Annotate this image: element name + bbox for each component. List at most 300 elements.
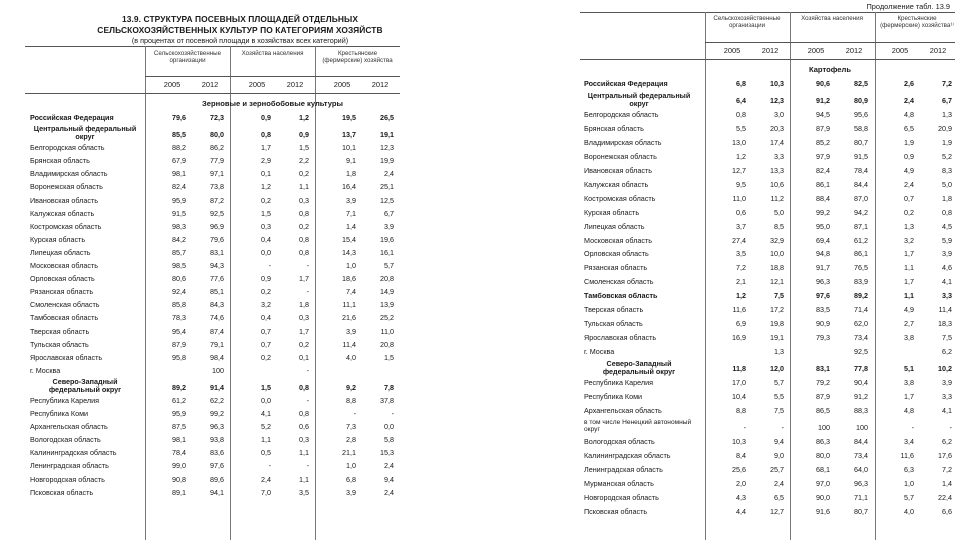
value-cell: 12,3 <box>770 96 784 106</box>
value-cell: 3,3 <box>942 291 952 301</box>
value-cell: 4,8 <box>904 110 914 120</box>
value-cell: 20,3 <box>770 124 784 134</box>
value-cell: 9,4 <box>774 437 784 447</box>
value-cell: 87,1 <box>854 221 868 231</box>
value-cell: 80,6 <box>172 274 186 284</box>
table-row <box>480 390 960 404</box>
value-cell: 80,0 <box>816 451 830 461</box>
value-cell: 80,7 <box>854 138 868 148</box>
region-name: Архангельская область <box>584 405 662 415</box>
value-cell: 1,5 <box>384 352 394 362</box>
value-cell: 1,8 <box>346 169 356 179</box>
value-cell: 0,2 <box>299 339 309 349</box>
table-row <box>0 111 480 124</box>
value-cell: 1,4 <box>346 221 356 231</box>
header-households: Хозяйства населения <box>241 50 304 57</box>
value-cell: 79,6 <box>210 234 224 244</box>
value-cell: 100 <box>856 423 868 433</box>
value-cell: 87,0 <box>854 193 868 203</box>
value-cell: 92,5 <box>210 208 224 218</box>
value-cell: 94,2 <box>854 207 868 217</box>
value-cell: - <box>306 365 309 375</box>
value-cell: 91,2 <box>816 96 830 106</box>
value-cell: 95,9 <box>172 409 186 418</box>
value-cell: 0,4 <box>261 313 271 323</box>
value-cell: 83,1 <box>210 247 224 257</box>
region-name: Ивановская область <box>30 195 98 205</box>
value-cell: 95,0 <box>816 221 830 231</box>
value-cell: 0,2 <box>261 287 271 297</box>
value-cell: 19,8 <box>770 318 784 328</box>
value-cell: 22,4 <box>938 492 952 502</box>
value-cell: 26,5 <box>380 113 394 122</box>
value-cell: 74,6 <box>210 313 224 323</box>
table-row <box>0 394 480 407</box>
value-cell: 4,0 <box>346 352 356 362</box>
value-cell: 97,6 <box>210 461 224 471</box>
value-cell: 1,7 <box>904 277 914 287</box>
region-name: Псковская область <box>584 506 648 516</box>
value-cell: 91,7 <box>816 263 830 273</box>
table-row <box>480 376 960 390</box>
value-cell: 62,2 <box>210 395 224 405</box>
value-cell: 11,4 <box>342 339 356 349</box>
value-cell: 25,7 <box>770 465 784 475</box>
value-cell: 89,6 <box>210 474 224 484</box>
value-cell: 11,0 <box>732 193 746 203</box>
value-cell: 1,1 <box>299 474 309 484</box>
year-header: 2005 <box>333 80 351 89</box>
value-cell: 3,9 <box>942 249 952 259</box>
value-cell: 95,4 <box>172 326 186 336</box>
value-cell: 4,1 <box>942 405 952 415</box>
value-cell: 0,3 <box>299 195 309 205</box>
value-cell: 5,8 <box>384 435 394 445</box>
value-cell: 77,8 <box>854 364 868 374</box>
value-cell: 6,5 <box>774 492 784 502</box>
value-cell: 12,3 <box>380 143 394 153</box>
value-cell: 91,2 <box>854 392 868 401</box>
value-cell: 97,6 <box>816 291 830 301</box>
table-row <box>0 207 480 220</box>
value-cell: 68,1 <box>816 465 830 475</box>
value-cell: 89,2 <box>854 291 868 301</box>
value-cell: 91,5 <box>854 152 868 162</box>
value-cell: 0,9 <box>299 129 309 139</box>
table-row <box>0 154 480 167</box>
value-cell: 3,4 <box>904 437 914 447</box>
table-title: 13.9. СТРУКТУРА ПОСЕВНЫХ ПЛОЩАДЕЙ ОТДЕЛЬНЫХ СЕЛЬСКОХОЗЯЙСТВЕННЫХ КУЛЬТУР ПО КАТЕГОРИЯМ ХОЗЯЙСТВ <box>97 14 383 35</box>
value-cell: 0,9 <box>261 113 271 122</box>
table-row <box>480 317 960 331</box>
value-cell: 69,4 <box>816 235 830 245</box>
value-cell: 25,2 <box>380 313 394 323</box>
value-cell: 5,0 <box>942 179 952 189</box>
value-cell: 9,5 <box>736 179 746 189</box>
table-row <box>480 345 960 359</box>
table-row <box>480 150 960 164</box>
region-name: Ивановская область <box>584 166 652 175</box>
region-name: Брянская область <box>584 124 644 134</box>
region-name: Рязанская область <box>30 287 94 297</box>
table-row <box>0 259 480 272</box>
value-cell: - <box>743 423 746 433</box>
value-cell: 7,5 <box>774 405 784 415</box>
value-cell: 1,1 <box>299 448 309 458</box>
value-cell: 0,8 <box>299 409 309 418</box>
value-cell: 0,9 <box>904 152 914 162</box>
header-bottom-rule <box>580 59 955 60</box>
region-name: Псковская область <box>30 487 94 497</box>
value-cell: 6,2 <box>942 346 952 356</box>
table-row <box>480 435 960 449</box>
year-header: 2005 <box>163 80 181 89</box>
value-cell: 14,3 <box>342 247 356 257</box>
value-cell: 1,0 <box>346 261 356 270</box>
value-cell: 1,4 <box>942 479 952 488</box>
value-cell: 94,8 <box>816 249 830 259</box>
value-cell: 0,8 <box>299 382 309 392</box>
table-row <box>0 377 480 394</box>
year-header: 2012 <box>845 46 863 55</box>
value-cell: 10,3 <box>770 79 784 88</box>
value-cell: 4,1 <box>942 277 952 287</box>
region-name: Архангельская область <box>30 422 108 432</box>
value-cell: 82,4 <box>816 166 830 175</box>
value-cell: 91,5 <box>172 208 186 218</box>
table-row <box>480 505 960 519</box>
value-cell: 97,0 <box>816 479 830 488</box>
value-cell: 6,3 <box>904 465 914 475</box>
table-row <box>480 418 960 436</box>
value-cell: 1,1 <box>904 291 914 301</box>
table-row <box>480 449 960 463</box>
region-name: Рязанская область <box>584 263 648 273</box>
value-cell: 61,2 <box>172 395 186 405</box>
value-cell: 13,7 <box>342 129 356 139</box>
value-cell: 21,1 <box>342 448 356 458</box>
value-cell: 83,1 <box>816 364 830 374</box>
value-cell: 62,0 <box>854 318 868 328</box>
region-name: Новгородская область <box>584 492 659 502</box>
value-cell: - <box>306 395 309 405</box>
table-row <box>0 325 480 338</box>
table-row <box>480 77 960 91</box>
region-name: в том числе Ненецкий автономный округ <box>584 418 692 433</box>
value-cell: 25,6 <box>732 465 746 475</box>
value-cell: 18,3 <box>938 318 952 328</box>
value-cell: 19,5 <box>342 113 356 122</box>
value-cell: 13,9 <box>380 300 394 310</box>
value-cell: 0,6 <box>299 422 309 432</box>
value-cell: 21,6 <box>342 313 356 323</box>
year-header: 2012 <box>201 80 219 89</box>
value-cell: 1,7 <box>904 392 914 401</box>
value-cell: 2,0 <box>736 479 746 488</box>
value-cell: 87,5 <box>172 422 186 432</box>
value-cell: 16,1 <box>380 247 394 257</box>
value-cell: 15,3 <box>380 448 394 458</box>
value-cell: 0,4 <box>261 234 271 244</box>
value-cell: 0,8 <box>299 234 309 244</box>
region-name: Тверская область <box>30 326 90 336</box>
value-cell: 100 <box>818 423 830 433</box>
value-cell: 85,1 <box>210 287 224 297</box>
value-cell: 79,2 <box>816 378 830 388</box>
value-cell: 64,0 <box>854 465 868 475</box>
value-cell: 96,3 <box>210 422 224 432</box>
value-cell: 3,5 <box>299 487 309 497</box>
region-name: Вологодская область <box>584 437 655 447</box>
value-cell: 61,2 <box>854 235 868 245</box>
value-cell: 4,8 <box>904 405 914 415</box>
value-cell: 1,7 <box>299 326 309 336</box>
value-cell: 5,2 <box>261 422 271 432</box>
value-cell: 73,4 <box>854 332 868 342</box>
value-cell: 7,5 <box>774 291 784 301</box>
value-cell: 18,6 <box>342 274 356 284</box>
value-cell: 10,0 <box>770 249 784 259</box>
value-cell: 78,3 <box>172 313 186 323</box>
value-cell: 82,4 <box>172 182 186 192</box>
value-cell: 1,3 <box>904 221 914 231</box>
value-cell: 27,4 <box>732 235 746 245</box>
table-row <box>0 433 480 446</box>
year-header: 2005 <box>807 46 825 55</box>
table-row <box>480 275 960 289</box>
value-cell: 0,6 <box>736 207 746 217</box>
value-cell: 7,3 <box>346 422 356 432</box>
region-name: Ярославская область <box>584 332 657 342</box>
value-cell: 19,9 <box>380 156 394 166</box>
region-name: Мурманская область <box>584 479 654 488</box>
value-cell: 84,4 <box>854 179 868 189</box>
table-row <box>0 141 480 154</box>
value-cell: 7,2 <box>942 79 952 88</box>
year-header: 2012 <box>929 46 947 55</box>
value-cell: 6,5 <box>904 124 914 134</box>
year-header: 2005 <box>248 80 266 89</box>
value-cell: 2,4 <box>384 461 394 471</box>
value-cell: 1,7 <box>904 249 914 259</box>
value-cell: 96,3 <box>816 277 830 287</box>
value-cell: 84,2 <box>172 234 186 244</box>
value-cell: 11,4 <box>938 305 952 314</box>
value-cell: 0,9 <box>261 274 271 284</box>
value-cell: 17,2 <box>770 305 784 314</box>
value-cell: 0,8 <box>942 207 952 217</box>
value-cell: 1,7 <box>299 274 309 284</box>
value-cell: 88,2 <box>172 143 186 153</box>
table-row <box>480 122 960 136</box>
value-cell: 3,7 <box>736 221 746 231</box>
value-cell: 94,3 <box>210 261 224 270</box>
value-cell: 14,9 <box>380 287 394 297</box>
value-cell: 15,4 <box>342 234 356 244</box>
value-cell: 10,2 <box>938 364 952 374</box>
table-row <box>480 108 960 122</box>
table-row <box>0 446 480 459</box>
table-row <box>480 404 960 418</box>
value-cell: 85,7 <box>172 247 186 257</box>
value-cell: 19,6 <box>380 234 394 244</box>
value-cell: 11,1 <box>342 300 356 310</box>
value-cell: 1,1 <box>261 435 271 445</box>
header-farms: Крестьянские (фермерские) хозяйства <box>322 50 393 64</box>
value-cell: 1,2 <box>299 113 309 122</box>
value-cell: 85,2 <box>816 138 830 148</box>
value-cell: 6,4 <box>736 96 746 106</box>
table-row <box>480 220 960 234</box>
value-cell: 1,2 <box>261 182 271 192</box>
value-cell: 79,3 <box>816 332 830 342</box>
value-cell: 9,4 <box>384 474 394 484</box>
table-row <box>480 247 960 261</box>
value-cell: 98,4 <box>210 352 224 362</box>
value-cell: 13,0 <box>732 138 746 148</box>
year-header: 2012 <box>286 80 304 89</box>
region-name: Вологодская область <box>30 435 101 445</box>
value-cell: 1,5 <box>299 143 309 153</box>
year-header: 2012 <box>761 46 779 55</box>
value-cell: 99,0 <box>172 461 186 471</box>
value-cell: 6,8 <box>346 474 356 484</box>
region-name: Ленинградская область <box>584 465 663 475</box>
table-row <box>0 220 480 233</box>
table-row <box>480 261 960 275</box>
value-cell: 91,6 <box>816 506 830 516</box>
region-name: Калужская область <box>584 179 649 189</box>
value-cell: 5,0 <box>774 207 784 217</box>
value-cell: 4,4 <box>736 506 746 516</box>
region-name: Северо-Западный федеральный округ <box>602 358 676 376</box>
value-cell: 1,2 <box>736 291 746 301</box>
value-cell: 95,8 <box>172 352 186 362</box>
region-name: Калининградская область <box>584 451 671 461</box>
value-cell: 0,0 <box>261 395 271 405</box>
value-cell: 2,4 <box>774 479 784 488</box>
value-cell: 3,9 <box>346 487 356 497</box>
region-name: Владимирская область <box>584 138 662 148</box>
value-cell: 11,8 <box>732 364 746 374</box>
header-top-rule <box>580 12 955 13</box>
value-cell: 86,3 <box>816 437 830 447</box>
value-cell: 73,4 <box>854 451 868 461</box>
value-cell: 90,9 <box>816 318 830 328</box>
header-agri-orgs: Сельскохозяйственные организации <box>153 50 222 64</box>
value-cell: 1,3 <box>942 110 952 120</box>
value-cell: 1,8 <box>299 300 309 310</box>
table-row <box>0 285 480 298</box>
value-cell: 10,6 <box>770 179 784 189</box>
continuation-note: Продолжение табл. 13.9 <box>866 2 950 11</box>
value-cell: 12,0 <box>770 364 784 374</box>
region-name: Тверская область <box>584 305 644 314</box>
value-cell: 20,9 <box>938 124 952 134</box>
value-cell: 90,6 <box>816 79 830 88</box>
value-cell: 2,1 <box>736 277 746 287</box>
value-cell: 10,4 <box>732 392 746 401</box>
value-cell: 2,4 <box>384 169 394 179</box>
value-cell: 10,3 <box>732 437 746 447</box>
value-cell: 3,9 <box>346 326 356 336</box>
value-cell: 0,7 <box>261 339 271 349</box>
value-cell: - <box>391 409 394 418</box>
section-title: Зерновые и зернобобовые культуры <box>202 99 343 108</box>
value-cell: 83,6 <box>210 448 224 458</box>
value-cell: 1,1 <box>299 182 309 192</box>
value-cell: 3,5 <box>736 249 746 259</box>
value-cell: 7,1 <box>346 208 356 218</box>
value-cell: 98,3 <box>172 221 186 231</box>
value-cell: 0,8 <box>261 129 271 139</box>
table-row <box>480 289 960 303</box>
value-cell: 85,8 <box>172 300 186 310</box>
value-cell: 9,1 <box>346 156 356 166</box>
value-cell: 99,2 <box>210 409 224 418</box>
value-cell: 71,1 <box>854 492 868 502</box>
region-name: Северо-Западный федеральный округ <box>48 376 122 394</box>
region-name: Калужская область <box>30 208 95 218</box>
value-cell: 86,1 <box>816 179 830 189</box>
region-name: Тамбовская область <box>584 291 658 301</box>
value-cell: 91,4 <box>210 382 224 392</box>
value-cell: 1,0 <box>346 461 356 471</box>
value-cell: 87,4 <box>210 326 224 336</box>
value-cell: 78,4 <box>172 448 186 458</box>
region-name: Костромская область <box>30 221 102 231</box>
value-cell: 3,8 <box>904 332 914 342</box>
value-cell: 87,9 <box>172 339 186 349</box>
region-name: Тамбовская область <box>30 313 99 323</box>
table-row <box>0 194 480 207</box>
value-cell: 94,1 <box>210 487 224 497</box>
value-cell: 2,2 <box>299 156 309 166</box>
value-cell: 0,2 <box>299 221 309 231</box>
value-cell: 1,9 <box>904 138 914 148</box>
table-row <box>0 364 480 377</box>
table-row <box>480 303 960 317</box>
value-cell: 95,6 <box>854 110 868 120</box>
region-name: Республика Коми <box>584 392 643 401</box>
value-cell: 1,0 <box>904 479 914 488</box>
table-row <box>0 180 480 193</box>
value-cell: 5,5 <box>736 124 746 134</box>
value-cell: 6,7 <box>384 208 394 218</box>
value-cell: 84,4 <box>854 437 868 447</box>
region-name: Республика Карелия <box>584 378 653 388</box>
value-cell: 97,1 <box>210 169 224 179</box>
value-cell: 1,5 <box>261 382 271 392</box>
value-cell: 12,7 <box>770 506 784 516</box>
value-cell: 79,1 <box>210 339 224 349</box>
value-cell: 98,5 <box>172 261 186 270</box>
value-cell: 72,3 <box>210 113 224 122</box>
value-cell: 16,9 <box>732 332 746 342</box>
value-cell: 87,9 <box>816 392 830 401</box>
region-name: Новгородская область <box>30 474 105 484</box>
value-cell: 19,1 <box>770 332 784 342</box>
value-cell: 2,6 <box>904 79 914 88</box>
value-cell: 12,1 <box>770 277 784 287</box>
value-cell: 7,4 <box>346 287 356 297</box>
value-cell: 78,4 <box>854 166 868 175</box>
value-cell: 0,7 <box>904 193 914 203</box>
value-cell: 9,2 <box>346 382 356 392</box>
value-cell: 8,3 <box>942 166 952 175</box>
value-cell: 0,0 <box>384 422 394 432</box>
value-cell: 7,8 <box>384 382 394 392</box>
